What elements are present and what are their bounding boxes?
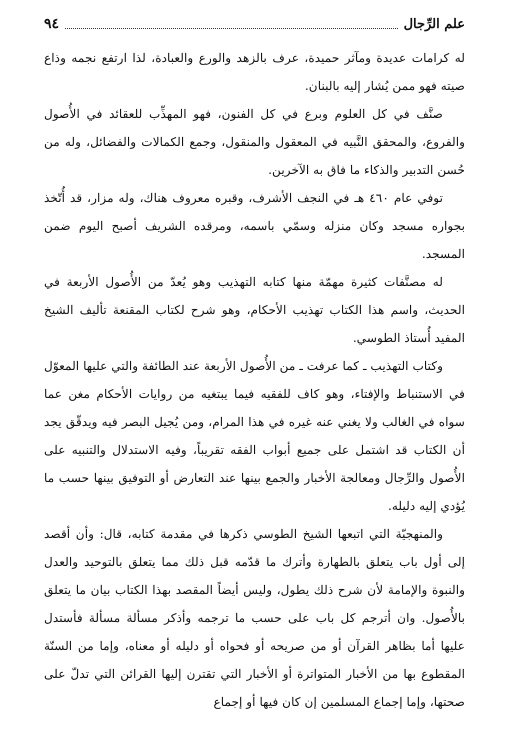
paragraph-tahdhib: وكتاب التهذيب ـ كما عرفت ـ من الأُصول الأربعة عند الطائفة والتي عليها المعوّل في الاستنباط والإفتاء، وهو كاف للفقيه فيما يبتغيه من روايات الأحكام مغن عما سواه في الغالب ولا يغني عنه غيره في هذا المرام، ومن يُجيل البصر فيه ويدقّق يجد أن الكتاب قد اشتمل على جميع أبواب الفقه تقريباً، وفيه الاستدلال والتنبيه على الأُصول والرِّجال ومعالجة الأخبار والجمع بينها عند التعارض أو التوفيق بينها حسب ما يُؤدي إليه دليله. xyxy=(44,359,465,513)
paragraph-continuation: له كرامات عديدة ومآثر حميدة، عرف بالزهد والورع والعبادة، لذا ارتفع نجمه وذاع صيته فهو ممن يُشار إليه بالبنان. xyxy=(44,51,465,93)
paragraph-methodology: والمنهجيّة التي اتبعها الشيخ الطوسي ذكرها في مقدمة كتابه، قال: وأن أقصد إلى أول باب يتعلق بالطهارة وأترك ما قدّمه قبل ذلك مما يتعلق بالتوحيد والعدل والنبوة والإمامة لأن شرح ذلك يطول، وليس أيضاً المقصد بهذا الكتاب بيان ما يتعلق بالأُصول. وان أترجم كل باب على حسب ما ترجمه وأذكر مسألة مسألة فأستدل عليها أما بظاهر القرآن أو من صريحه أو فحواه أو دليله أو معناه، وإما من السنّة المقطوع بها من الأخبار المتواترة أو الأخبار التي تقترن إليها القرائن التي تدلّ على صحتها، وإما إجماع المسلمين إن كان فيها أو إجماع xyxy=(44,527,465,709)
page-body xyxy=(44,44,465,716)
paragraph-death: توفي عام ٤٦٠ هـ في النجف الأشرف، وقبره معروف هناك، وله مزار، قد أُتّخذ بجواره مسجد وكان منزله وسمّي باسمه، ومرقده الشريف أصبح اليوم ضمن المسجد. xyxy=(44,191,465,261)
page-number: ٩٤ xyxy=(44,16,60,32)
paragraph-writings: له مصنَّفات كثيرة مهمّة منها كتابه التهذيب وهو يُعدّ من الأُصول الأربعة في الحديث، واسم هذا الكتاب تهذيب الأحكام، وهو شرح لكتاب المقنعة تأليف الشيخ المفيد أُستاذ الطوسي. xyxy=(44,275,465,345)
dotted-leader xyxy=(65,20,398,29)
paragraph-works-summary: صنَّف في كل العلوم وبرع في كل الفنون، فهو المهذِّب للعقائد في الأُصول والفروع، والمحقق النَّبيه في المعقول والمنقول، وجمع الكمالات والفضائل، وله من حُسن التدبير والذكاء ما فاق به الآخرين. xyxy=(44,107,465,177)
book-title: علم الرِّجال xyxy=(403,16,465,32)
running-header xyxy=(44,14,465,34)
